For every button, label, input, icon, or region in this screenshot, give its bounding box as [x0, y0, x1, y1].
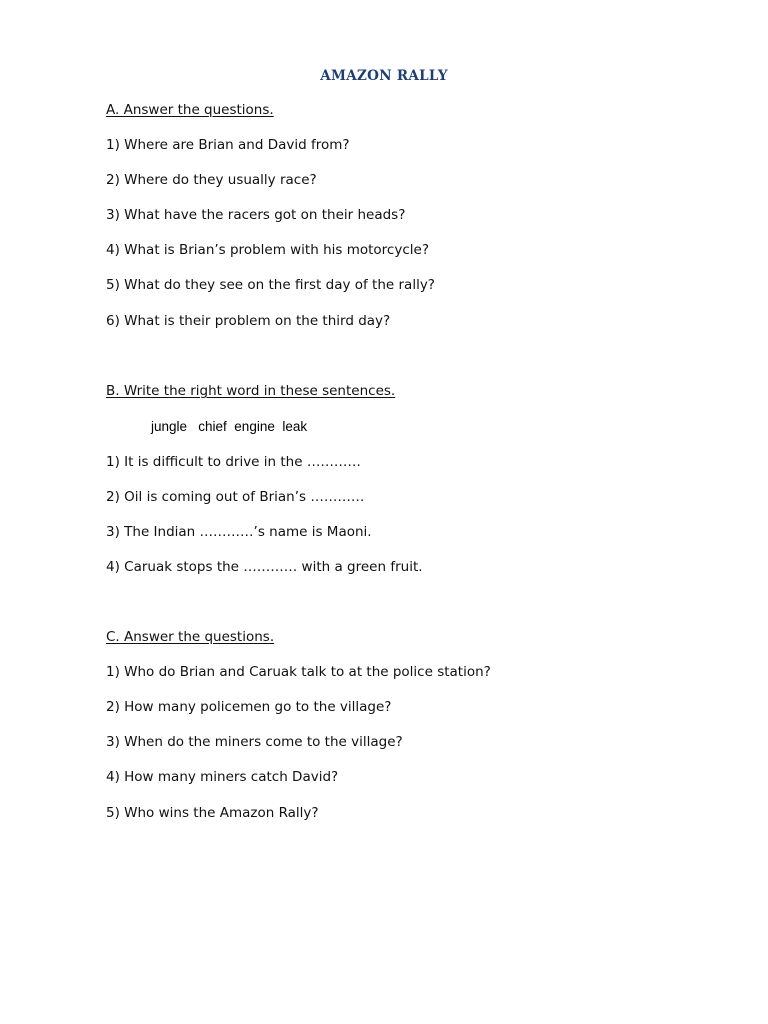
section-c-question: 2) How many policemen go to the village?	[106, 699, 392, 715]
section-a-question: 1) Where are Brian and David from?	[106, 137, 350, 153]
section-c-question: 5) Who wins the Amazon Rally?	[106, 805, 319, 821]
word-bank: jungle chief engine leak	[151, 419, 308, 434]
section-a-question: 6) What is their problem on the third day?	[106, 313, 391, 329]
worksheet-title: AMAZON RALLY	[320, 68, 448, 84]
section-a-question: 4) What is Brian’s problem with his motorcycle?	[106, 242, 429, 258]
section-a-question: 2) Where do they usually race?	[106, 172, 317, 188]
section-b-sentence: 3) The Indian …………’s name is Maoni.	[106, 524, 372, 540]
section-c-question: 1) Who do Brian and Caruak talk to at the police station?	[106, 664, 491, 680]
section-a-question: 3) What have the racers got on their heads?	[106, 207, 406, 223]
section-c-question: 4) How many miners catch David?	[106, 769, 339, 785]
section-b-sentence: 4) Caruak stops the ………… with a green fruit.	[106, 559, 423, 575]
section-b-sentence: 2) Oil is coming out of Brian’s …………	[106, 489, 365, 505]
section-c-question: 3) When do the miners come to the village?	[106, 734, 403, 750]
section-c-heading: C. Answer the questions.	[106, 629, 275, 645]
section-a-question: 5) What do they see on the first day of the rally?	[106, 277, 435, 293]
section-b-sentence: 1) It is difficult to drive in the …………	[106, 454, 361, 470]
section-b-heading: B. Write the right word in these sentences.	[106, 383, 396, 399]
section-a-heading: A. Answer the questions.	[106, 102, 274, 118]
